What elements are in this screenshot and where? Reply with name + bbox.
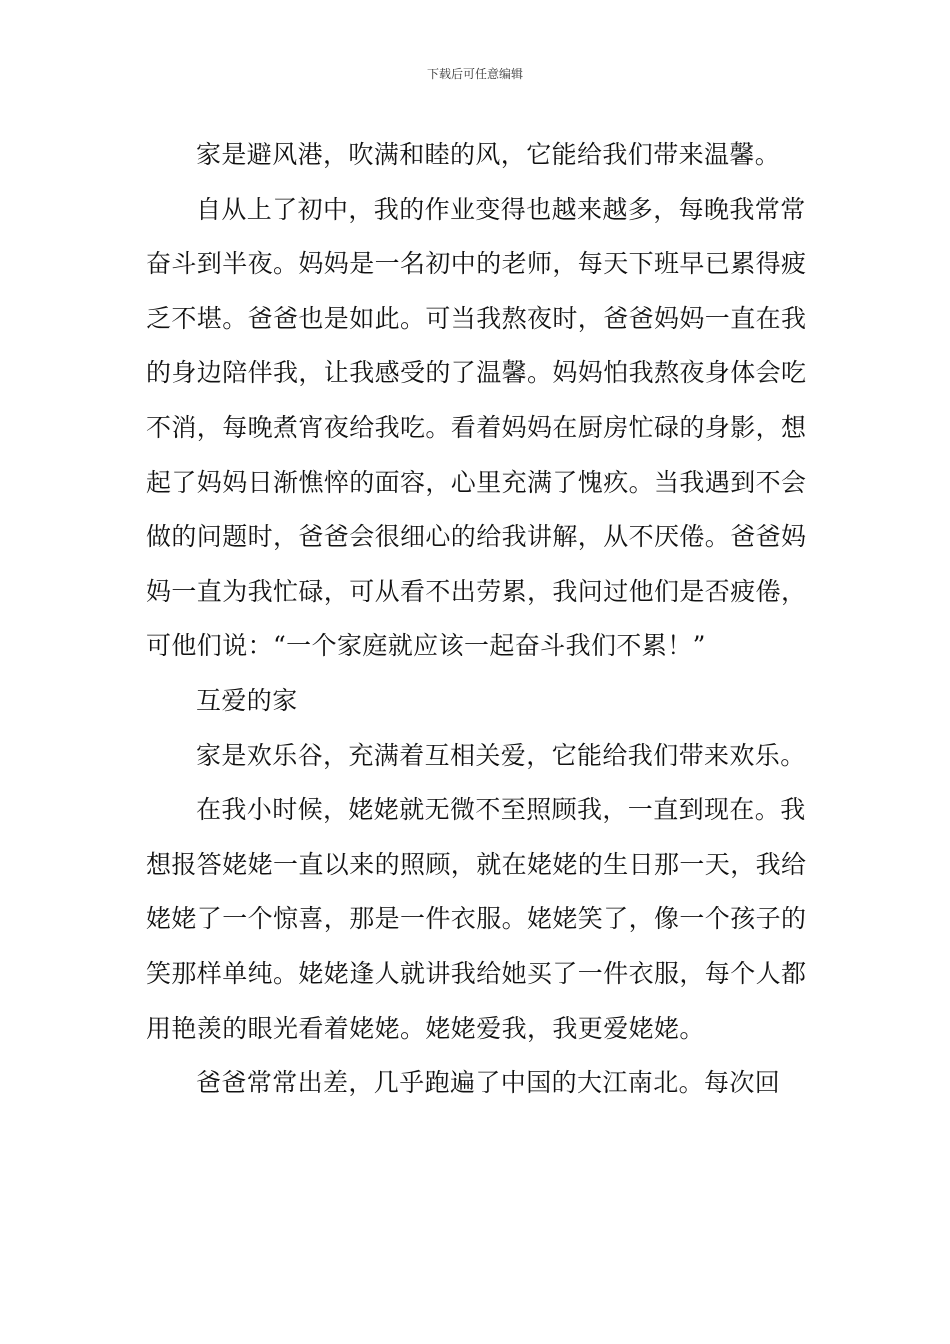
page-header: 下载后可任意编辑: [426, 67, 523, 81]
paragraph-1: 家是避风港，吹满和睦的风，它能给我们带来温馨。: [196, 140, 781, 169]
paragraph-5: 爸爸常常出差，几乎跑遍了中国的大江南北。每次回: [196, 1068, 781, 1098]
paragraph-4: 在我小时候，姥姥就无微不至照顾我，一直到现在。我想报答姥姥一直以来的照顾，就在姥姥的生日那一天，我给姥姥了一个惊喜，那是一件衣服。姥姥笑了，像一个孩子的笑那样单纯。姥姥逢人就讲我给她买了一件衣服，每个人都用艳羡的眼光看着姥姥。姥姥爱我，我更爱姥姥。: [146, 795, 807, 1043]
paragraph-3: 家是欢乐谷，充满着互相关爱，它能给我们带来欢乐。: [196, 740, 806, 770]
paragraph-2: 自从上了初中，我的作业变得也越来越多，每晚我常常奋斗到半夜。妈妈是一名初中的老师，每天下班早已累得疲乏不堪。爸爸也是如此。可当我熬夜时，爸爸妈妈一直在我的身边陪伴我，让我感受的了温馨。妈妈怕我熬夜身体会吃不消，每晚煮宵夜给我吃。看着妈妈在厨房忙碌的身影，想起了妈妈日渐憔悴的面容，心里充满了愧疚。当我遇到不会做的问题时，爸爸会很细心的给我讲解，从不厌倦。爸爸妈妈一直为我忙碌，可从看不出劳累，我问过他们是否疲倦，可他们说：“一个家庭就应该一起奋斗我们不累！”: [146, 194, 807, 661]
section-heading: 互爱的家: [196, 685, 298, 715]
document-body: [146, 128, 808, 1111]
